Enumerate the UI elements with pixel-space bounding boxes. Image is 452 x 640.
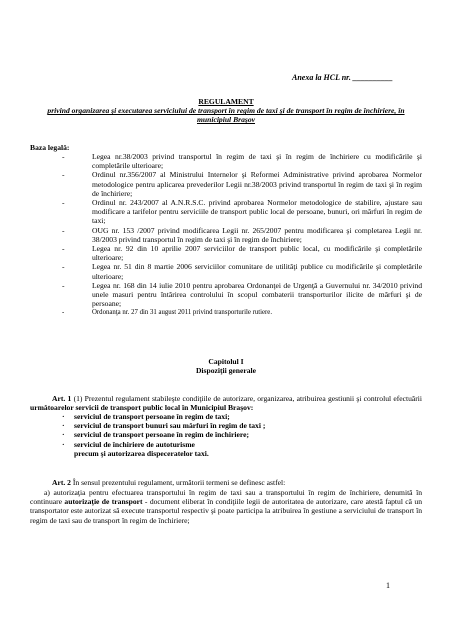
legal-basis-item: - Ordinul nr. 243/2007 al A.N.R.S.C. privind aprobarea Normelor metodologice de stabilire, ajustare sau modificare a tarifelor pentru serviciile de transport public local de persoane, bunuri, ori mărfuri în regim de taxi; bbox=[62, 198, 422, 226]
annex-reference: Anexa la HCL nr. __________ bbox=[292, 73, 393, 82]
legal-basis-item: - Ordinul nr.356/2007 al Ministrului Internelor şi Reformei Administrative privind aprobarea Normelor metodologice pentru aplicarea prevederilor Legii nr.38/2003 privind transportul în regim de taxi şi în regim de închiriere; bbox=[62, 170, 422, 198]
legal-basis-item: - Ordonanţa nr. 27 din 31 august 2011 privind transporturile rutiere. bbox=[62, 308, 422, 317]
article-2-item-a-text: a) autorizaţia pentru efectuarea transportului în regim de taxi sau a transportului în regim de închiriere, denumită în continuare bbox=[30, 488, 422, 507]
document-title bbox=[30, 97, 422, 125]
services-list bbox=[62, 412, 265, 458]
legal-basis-item: - OUG nr. 153 /2007 privind modificarea Legii nr. 265/2007 pentru modificarea şi completarea Legii nr. 38/2003 privind transportul în regim de taxi şi în regim de închiriere; bbox=[62, 226, 422, 244]
article-1-text: (1) Prezentul regulament stabileşte condiţiile de autorizare, organizarea, atribuirea gestiunii şi controlul efectuării bbox=[71, 394, 423, 403]
title-subtitle: privind organizarea şi executarea serviciului de transport în regim de taxi şi de transport în regim de închiriere, în municipiul Braşov bbox=[47, 106, 405, 125]
legal-basis-item: - Legea nr. 92 din 10 aprilie 2007 serviciilor de transport public local, cu modificările şi completările ulterioare; bbox=[62, 244, 422, 262]
article-2-item-a bbox=[30, 488, 422, 525]
legal-basis-list bbox=[62, 152, 422, 318]
page-number: 1 bbox=[386, 581, 390, 590]
article-2-label: Art. 2 bbox=[52, 478, 71, 487]
article-1-bold-text: următoarelor servicii de transport public local în Municipiul Braşov: bbox=[30, 403, 254, 413]
chapter-number: Capitolul I bbox=[208, 357, 244, 366]
article-2-item-a-definition: - document eliberat în condiţiile legii de autoritatea de autorizare, care atestă faptul că un transportator este autorizat să execute transportul respectiv şi poate participa la atribuirea în gestiune a serviciului de transport în regim de taxi sau de transport în regim de închiriere; bbox=[30, 497, 423, 525]
service-item: · serviciul de transport persoane în regim de taxi; bbox=[62, 412, 265, 421]
legal-basis-item: - Legea nr. 51 din 8 martie 2006 serviciilor comunitare de utilităţi publice cu modificările şi completările ulterioare; bbox=[62, 262, 422, 280]
service-item: · serviciul de închiriere de autoturisme bbox=[62, 440, 265, 449]
legal-basis-heading: Baza legală: bbox=[30, 143, 70, 152]
legal-basis-item: - Legea nr.38/2003 privind transportul în regim de taxi şi în regim de închiriere cu modificările şi completările ulterioare; bbox=[62, 152, 422, 170]
legal-basis-item: - Legea nr. 168 din 14 iulie 2010 pentru aprobarea Ordonanţei de Urgenţă a Guvernului nr. 34/2010 privind unele masuri pentru întărirea controlului în scopul combaterii transporturilor ilicite de mărfuri şi de persoane; bbox=[62, 281, 422, 309]
article-1-paragraph bbox=[30, 394, 422, 412]
chapter-name: Dispoziţii generale bbox=[195, 366, 257, 376]
service-item: · serviciul de transport persoane în regim de închiriere; bbox=[62, 430, 265, 439]
title-main: REGULAMENT bbox=[198, 97, 254, 106]
chapter-heading bbox=[30, 357, 422, 375]
article-2-intro bbox=[30, 478, 422, 487]
article-1-label: Art. 1 bbox=[52, 394, 72, 403]
service-item: · serviciul de transport bunuri sau mărfuri în regim de taxi ; bbox=[62, 421, 265, 430]
article-2-item-a-term: autorizaţie de transport bbox=[64, 497, 143, 507]
article-2-intro-text: În sensul prezentului regulament, următorii termeni se definesc astfel: bbox=[70, 478, 286, 487]
services-closing: precum şi autorizarea dispeceratelor taxi. bbox=[74, 448, 209, 458]
